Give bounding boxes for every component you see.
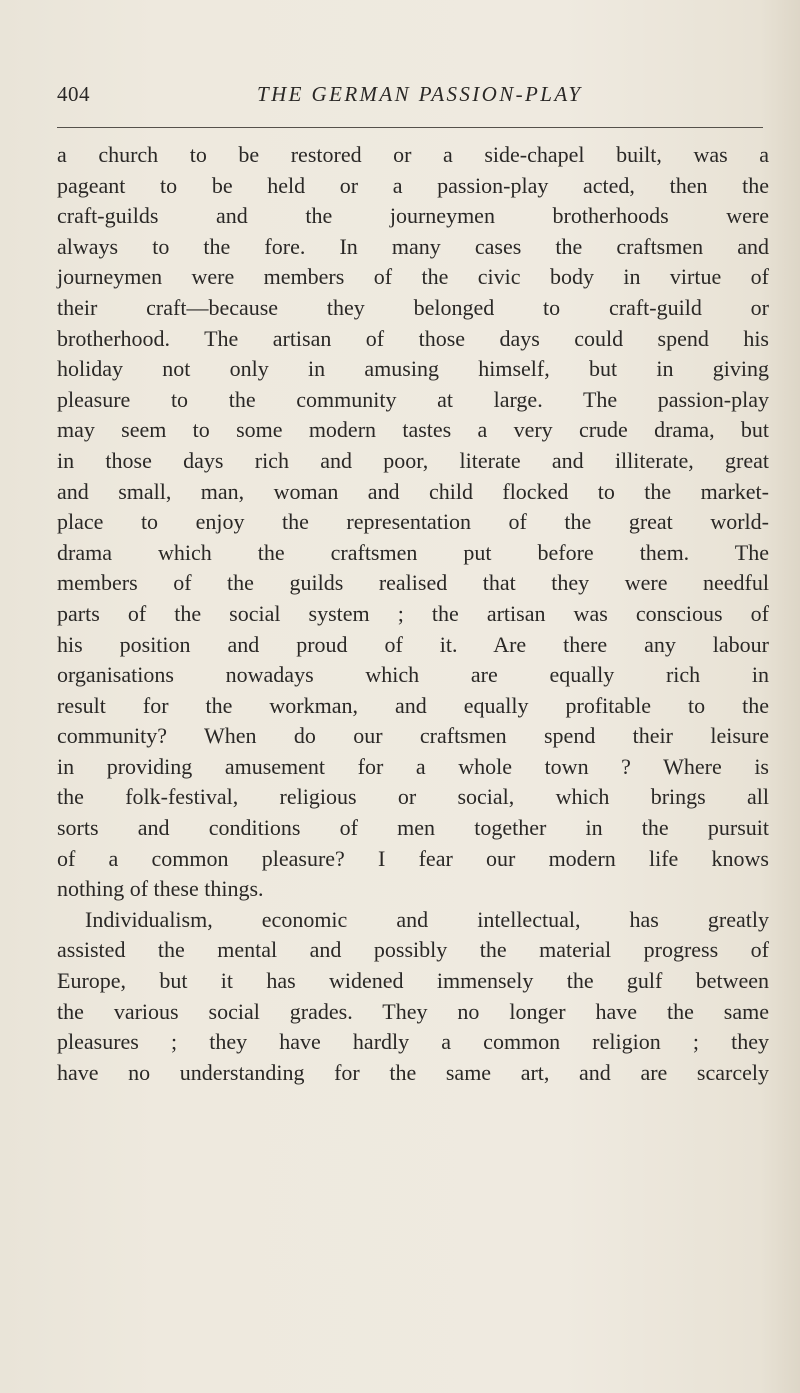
paragraph-first-line: Individualism, economic and intellectual, has greatly: [85, 906, 769, 932]
text-line: the various social grades. They no longer have the same: [57, 998, 769, 1024]
text-line: craft-guilds and the journeymen brotherhoods were: [57, 203, 769, 229]
text-line: and small, man, woman and child flocked to the market-: [57, 478, 769, 504]
text-line: pleasure to the community at large. The passion-play: [57, 386, 769, 412]
text-line: have no understanding for the same art, and are scarcely: [57, 1059, 769, 1085]
text-line: always to the fore. In many cases the craftsmen and: [57, 233, 769, 259]
running-title: THE GERMAN PASSION-PLAY: [257, 82, 583, 106]
text-line: Europe, but it has widened immensely the gulf between: [57, 968, 769, 994]
text-line: result for the workman, and equally profitable to the: [57, 692, 769, 718]
text-line: parts of the social system ; the artisan was conscious of: [57, 600, 769, 626]
text-line: pageant to be held or a passion-play acted, then the: [57, 172, 769, 198]
page-number: 404: [57, 82, 90, 106]
text-line: his position and proud of it. Are there any labour: [57, 631, 769, 657]
text-line: brotherhood. The artisan of those days could spend his: [57, 325, 769, 351]
text-line: nothing of these things.: [57, 876, 264, 902]
page-header: [57, 82, 763, 112]
text-line: sorts and conditions of men together in the pursuit: [57, 815, 769, 841]
text-line: may seem to some modern tastes a very crude drama, but: [57, 417, 769, 443]
text-line: assisted the mental and possibly the material progress of: [57, 937, 769, 963]
text-line: their craft—because they belonged to craft-guild or: [57, 294, 769, 320]
text-line: place to enjoy the representation of the great world-: [57, 509, 769, 535]
text-line: members of the guilds realised that they were needful: [57, 570, 769, 596]
text-line: holiday not only in amusing himself, but in giving: [57, 356, 769, 382]
text-line: a church to be restored or a side-chapel built, was a: [57, 142, 769, 167]
text-line: in those days rich and poor, literate and illiterate, great: [57, 447, 769, 473]
text-line: of a common pleasure? I fear our modern life knows: [57, 845, 769, 871]
text-line: organisations nowadays which are equally rich in: [57, 662, 769, 688]
text-line: in providing amusement for a whole town ? Where is: [57, 753, 769, 779]
text-line: drama which the craftsmen put before them. The: [57, 539, 769, 565]
body-text: [57, 140, 769, 1088]
text-line: community? When do our craftsmen spend their leisure: [57, 723, 769, 749]
text-line: pleasures ; they have hardly a common religion ; they: [57, 1029, 769, 1055]
text-line: the folk-festival, religious or social, which brings all: [57, 784, 769, 810]
header-rule: [57, 127, 763, 128]
text-line: journeymen were members of the civic body in virtue of: [57, 264, 769, 290]
